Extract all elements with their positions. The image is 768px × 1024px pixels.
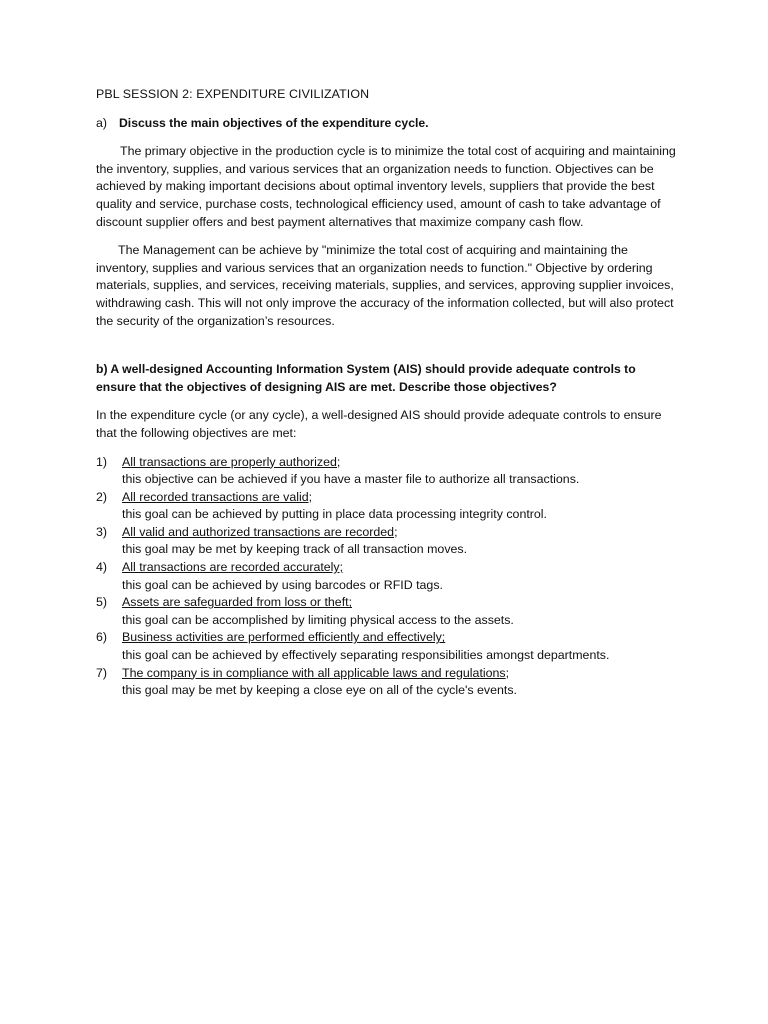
objective-body [122,454,676,489]
objective-body [122,489,676,524]
question-a [96,115,676,133]
objective-number: 6) [96,630,108,645]
objective-body [122,594,676,629]
objective-number: 5) [96,595,108,610]
objective-detail: this goal may be met by keeping a close eye on all of the cycle's events. [122,683,517,698]
objective-item [96,524,676,559]
section-spacer [96,341,676,361]
objective-body [122,629,676,664]
objective-detail: this goal can be achieved by effectively separating responsibilities amongst departments. [122,648,610,663]
objective-heading: All valid and authorized transactions are recorded [122,524,395,539]
objective-number: 4) [96,560,108,575]
objective-detail: this goal may be met by keeping track of all transaction moves. [122,542,468,557]
objective-heading: The company is in compliance with all applicable laws and regulations [122,665,506,680]
objective-item [96,454,676,489]
objective-detail: this objective can be achieved if you have a master file to authorize all transactions. [122,472,580,487]
objective-body [122,524,676,559]
question-a-text: Discuss the main objectives of the expenditure cycle. [119,115,429,130]
objective-heading: All recorded transactions are valid; [122,489,313,504]
question-b: b) A well-designed Accounting Information System (AIS) should provide adequate controls to ensure that the objectives of designing AIS are met. Describe those objectives? [96,362,636,394]
objective-heading: Business activities are performed efficiently and effectively; [122,630,446,645]
objective-body [122,559,676,594]
objective-item [96,665,676,700]
paragraph-objectives: The primary objective in the production cycle is to minimize the total cost of acquiring and maintaining the inventory, supplies, and various services that an organization needs to function. Objectives can be achieved by making important decisions about optimal inventory levels, suppliers that provide the best quality and service, purchase costs, technological efficiency used, amount of cash to take advantage of discount supplier offers and best payment alternatives that maximize company cash flow. [96,144,676,229]
objective-item [96,559,676,594]
objective-detail: this goal can be achieved by putting in place data processing integrity control. [122,507,547,522]
objective-detail: this goal can be accomplished by limiting physical access to the assets. [122,612,514,627]
objective-heading: All transactions are properly authorized; [122,454,341,469]
question-b-intro: In the expenditure cycle (or any cycle), a well-designed AIS should provide adequate controls to ensure that the following objectives are met: [96,408,662,440]
question-a-marker: a) [96,115,108,130]
objective-item [96,629,676,664]
objective-heading-suffix: ; [505,665,510,680]
objective-number: 1) [96,454,108,469]
objective-heading: All transactions are recorded accurately; [122,560,344,575]
objective-number: 2) [96,489,108,504]
document-page [96,86,676,700]
objective-item [96,489,676,524]
objective-detail: this goal can be achieved by using barcodes or RFID tags. [122,577,443,592]
objective-body [122,665,676,700]
objective-item [96,594,676,629]
objective-number: 3) [96,524,108,539]
objectives-list [96,454,676,700]
objective-number: 7) [96,665,108,680]
objective-heading: Assets are safeguarded from loss or theft; [122,595,353,610]
paragraph-management: The Management can be achieve by "minimize the total cost of acquiring and maintaining the inventory, supplies and various services that an organization needs to function." Objective by ordering materials, supplies, and services, receiving materials, supplies, and services, approving supplier invoices, withdrawing cash. This will not only improve the accuracy of the information collected, but will also protect the security of the organization’s resources. [96,243,674,328]
objective-heading-suffix: ; [394,524,398,539]
document-title: PBL SESSION 2: EXPENDITURE CIVILIZATION [96,87,370,101]
